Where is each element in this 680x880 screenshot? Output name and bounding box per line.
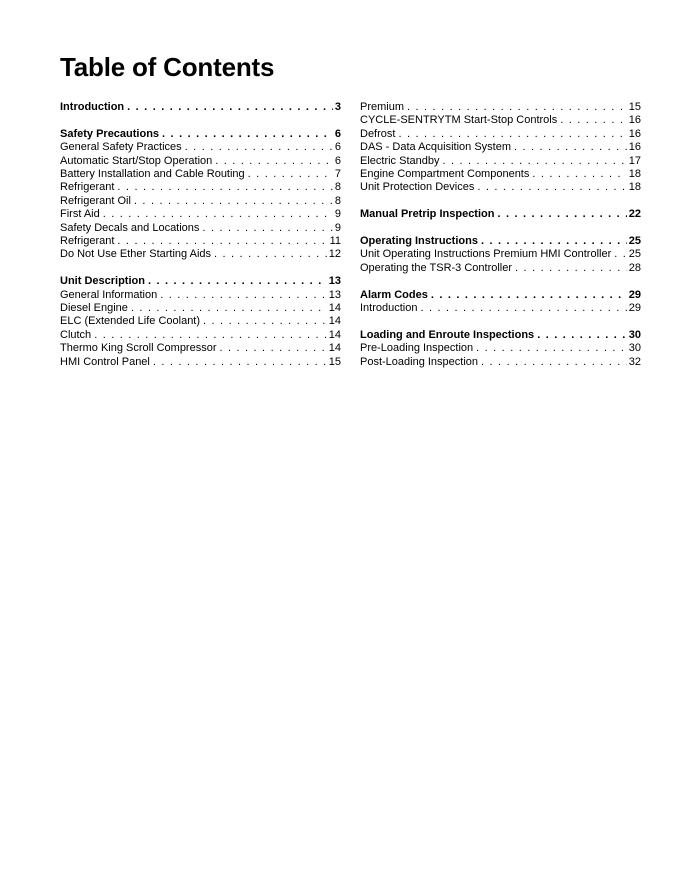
toc-entry[interactable]: [60, 141, 341, 154]
toc-entry-label: First Aid: [60, 208, 100, 221]
toc-entry-page: 30: [628, 328, 641, 341]
toc-entry[interactable]: [360, 128, 641, 141]
toc-entry[interactable]: [60, 342, 341, 355]
toc-entry-label: General Information: [60, 288, 158, 301]
toc-entry[interactable]: [360, 181, 641, 194]
toc-entry[interactable]: [60, 195, 341, 208]
toc-entry-page: 17: [628, 154, 641, 167]
dot-leader: [420, 302, 626, 315]
toc-entry-page: 18: [628, 181, 641, 194]
dot-leader: [162, 128, 333, 141]
toc-entry-page: 11: [329, 235, 341, 248]
toc-entry-label: ELC (Extended Life Coolant): [60, 315, 201, 328]
page-title: Table of Contents: [60, 52, 275, 82]
dot-leader: [514, 141, 627, 154]
dot-leader: [248, 168, 333, 181]
toc-entry-label: DAS - Data Acquisition System: [360, 141, 512, 154]
toc-entry-page: 8: [334, 181, 341, 194]
toc-entry-label: Do Not Use Ether Starting Aids: [60, 248, 212, 261]
dot-leader: [398, 128, 626, 141]
dot-leader: [532, 168, 626, 181]
toc-entry[interactable]: [60, 222, 341, 235]
toc-entry[interactable]: [360, 262, 641, 275]
toc-entry-label: Premium: [360, 101, 405, 113]
toc-entry-label: Unit Protection Devices: [360, 181, 475, 194]
toc-entry-page: 14: [328, 328, 341, 341]
toc-entry[interactable]: [360, 248, 641, 261]
dot-leader: [515, 262, 627, 275]
dot-leader: [131, 302, 327, 315]
toc-entry[interactable]: [360, 168, 641, 181]
dot-leader: [407, 101, 627, 114]
dot-leader: [127, 101, 333, 114]
dot-leader: [215, 155, 333, 168]
dot-leader: [203, 315, 327, 328]
toc-entry-page: 16: [628, 114, 641, 127]
toc-section-entry[interactable]: [360, 329, 641, 342]
dot-leader: [134, 195, 333, 208]
toc-section-entry[interactable]: [60, 101, 341, 114]
toc-entry-page: 29: [628, 288, 641, 301]
toc-entry-label: Unit Operating Instructions Premium HMI Controller: [360, 248, 612, 261]
toc-entry-page: 32: [628, 355, 641, 368]
dot-leader: [103, 208, 333, 221]
toc-entry-page: 16: [628, 141, 641, 154]
toc-entry-page: 13: [328, 275, 341, 288]
dot-leader: [476, 342, 627, 355]
toc-entry-label: Loading and Enroute Inspections: [360, 328, 535, 341]
toc-entry-label: Diesel Engine: [60, 302, 128, 315]
toc-entry[interactable]: [60, 329, 341, 342]
toc-entry-page: 14: [328, 302, 341, 315]
dot-leader: [431, 289, 627, 302]
toc-entry[interactable]: [60, 315, 341, 328]
dot-leader: [614, 248, 627, 261]
toc-entry-label: Refrigerant: [60, 181, 115, 194]
toc-entry-page: 3: [334, 101, 341, 113]
dot-leader: [442, 155, 626, 168]
toc-entry-label: Refrigerant Oil: [60, 194, 131, 207]
dot-leader: [537, 329, 627, 342]
toc-entry-page: 29: [628, 302, 641, 315]
dot-leader: [481, 235, 627, 248]
toc-entry-page: 14: [328, 342, 341, 355]
toc-entry[interactable]: [60, 235, 341, 248]
dot-leader: [148, 275, 327, 288]
dot-leader: [202, 222, 332, 235]
toc-entry-label: Operating Instructions: [360, 235, 478, 248]
dot-leader: [220, 342, 327, 355]
toc-entry-page: 15: [328, 355, 341, 368]
toc-entry-label: Manual Pretrip Inspection: [360, 208, 495, 221]
toc-entry-page: 30: [628, 342, 641, 355]
toc-entry[interactable]: [60, 208, 341, 221]
dot-leader: [94, 329, 327, 342]
toc-entry[interactable]: [360, 302, 641, 315]
toc-section-entry[interactable]: [360, 235, 641, 248]
toc-entry-page: 16: [628, 127, 641, 140]
toc-entry-label: Automatic Start/Stop Operation: [60, 154, 213, 167]
toc-entry-page: 22: [628, 208, 641, 221]
toc-entry-page: 15: [628, 101, 641, 113]
toc-right-column: [360, 101, 641, 369]
toc-entry-label: Refrigerant: [60, 235, 115, 248]
toc-entry[interactable]: [60, 356, 341, 369]
toc-entry-label: HMI Control Panel: [60, 355, 150, 368]
toc-entry[interactable]: [60, 181, 341, 194]
dot-leader: [214, 248, 327, 261]
dot-leader: [477, 181, 626, 194]
toc-entry-label: Introduction: [360, 302, 418, 315]
toc-entry-label: Pre-Loading Inspection: [360, 342, 474, 355]
toc-entry-label: Operating the TSR-3 Controller: [360, 261, 513, 274]
toc-section-entry[interactable]: [60, 275, 341, 288]
toc-entry-label: Thermo King Scroll Compressor: [60, 342, 217, 355]
toc-entry-page: 7: [334, 168, 341, 181]
toc-section-entry[interactable]: [60, 128, 341, 141]
dot-leader: [153, 356, 327, 369]
toc-entry-label: Clutch: [60, 328, 92, 341]
toc-entry[interactable]: [360, 114, 641, 127]
dot-leader: [185, 141, 333, 154]
toc-entry-page: 6: [334, 154, 341, 167]
dot-leader: [117, 235, 327, 248]
toc-entry[interactable]: [360, 101, 641, 114]
toc-entry-label: General Safety Practices: [60, 141, 182, 154]
toc-entry-label: Introduction: [60, 101, 125, 113]
dot-leader: [560, 114, 627, 127]
toc-entry-label: Defrost: [360, 127, 396, 140]
toc-entry-page: 25: [628, 248, 641, 261]
toc-entry-page: 6: [334, 141, 341, 154]
toc-entry-page: 25: [628, 235, 641, 248]
toc-section-entry[interactable]: [360, 289, 641, 302]
toc-entry-label: Post-Loading Inspection: [360, 355, 479, 368]
toc-entry-page: 8: [334, 194, 341, 207]
toc-entry-page: 9: [334, 221, 341, 234]
toc-entry-label: CYCLE-SENTRYTM Start-Stop Controls: [360, 114, 558, 127]
toc-entry-page: 14: [328, 315, 341, 328]
toc-entry[interactable]: [60, 248, 341, 261]
toc-entry[interactable]: [60, 302, 341, 315]
toc-entry-page: 18: [628, 168, 641, 181]
toc-left-column: [60, 101, 341, 369]
toc-entry-label: Unit Description: [60, 275, 145, 288]
dot-leader: [481, 356, 627, 369]
dot-leader: [160, 289, 327, 302]
toc-entry-label: Safety Decals and Locations: [60, 221, 200, 234]
toc-entry[interactable]: [60, 155, 341, 168]
toc-entry-page: 6: [334, 127, 341, 140]
dot-leader: [497, 208, 626, 221]
toc-entry[interactable]: [360, 141, 641, 154]
toc-entry-label: Electric Standby: [360, 154, 440, 167]
toc-entry-page: 9: [334, 208, 341, 221]
toc-entry[interactable]: [60, 289, 341, 302]
toc-section-entry[interactable]: [360, 208, 641, 221]
toc-entry-label: Battery Installation and Cable Routing: [60, 168, 245, 181]
toc-entry-page: 28: [628, 261, 641, 274]
toc-entry-label: Alarm Codes: [360, 288, 428, 301]
toc-entry[interactable]: [360, 356, 641, 369]
toc-entry[interactable]: [360, 342, 641, 355]
toc-entry[interactable]: [360, 155, 641, 168]
dot-leader: [117, 181, 332, 194]
toc-entry-page: 13: [328, 288, 341, 301]
toc-entry-label: Engine Compartment Components: [360, 168, 530, 181]
toc-entry-page: 12: [328, 248, 341, 261]
toc-entry-label: Safety Precautions: [60, 127, 160, 140]
toc-entry[interactable]: [60, 168, 341, 181]
